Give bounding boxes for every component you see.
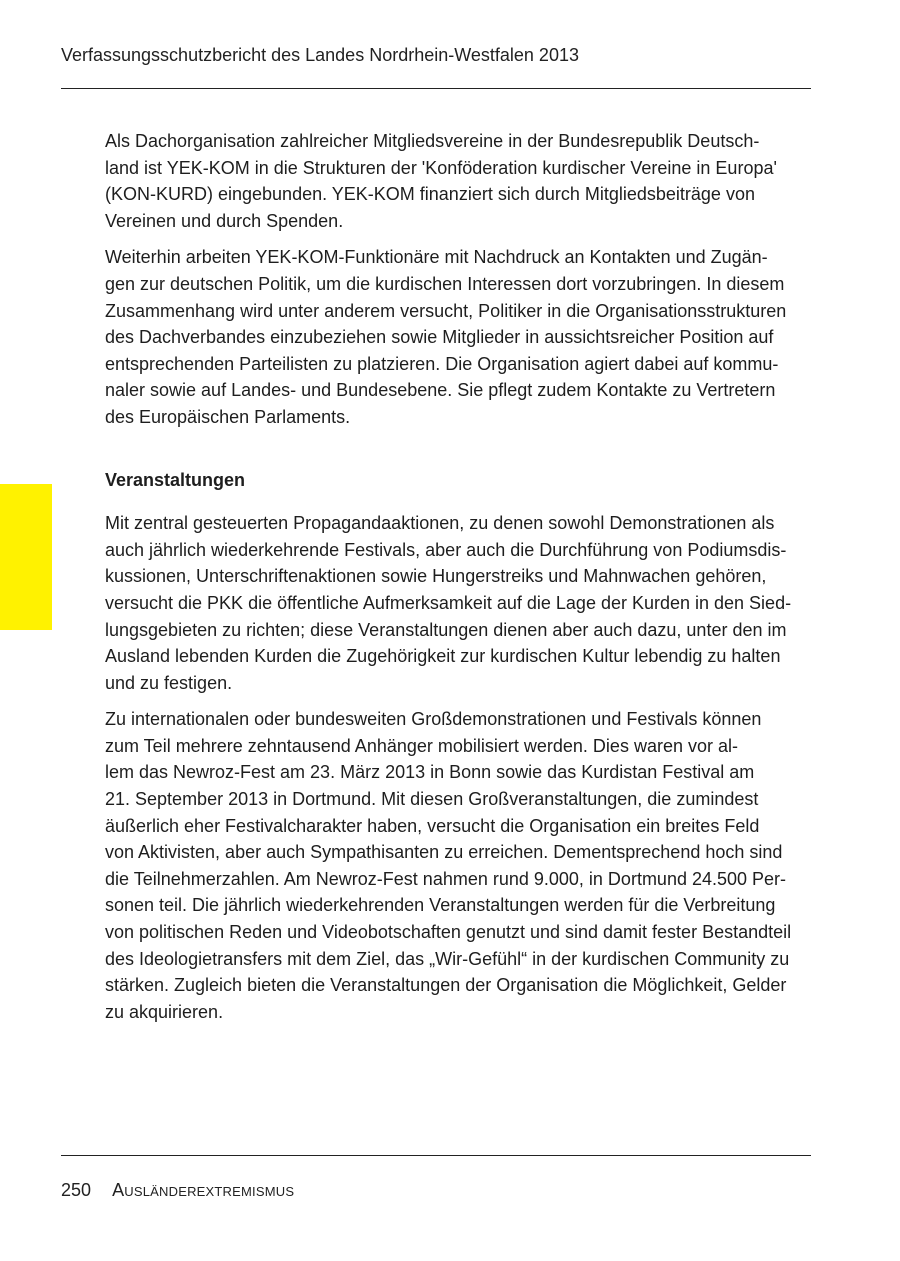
footer-section-name: Ausländerextremismus — [112, 1180, 295, 1200]
paragraph-line: versucht die PKK die öffentliche Aufmerksamkeit auf die Lage der Kurden in den Sied- — [105, 592, 792, 613]
paragraph-line: Mit zentral gesteuerten Propagandaaktionen, zu denen sowohl Demonstrationen als — [105, 513, 775, 534]
paragraph-line: Weiterhin arbeiten YEK-KOM-Funktionäre mit Nachdruck an Kontakten und Zugän- — [105, 247, 768, 268]
paragraph-line: gen zur deutschen Politik, um die kurdischen Interessen dort vorzubringen. In diesem — [105, 273, 785, 294]
paragraph-line: lungsgebieten zu richten; diese Veranstaltungen dienen aber auch dazu, unter den im — [105, 619, 787, 640]
paragraph-line: des Ideologietransfers mit dem Ziel, das „Wir-Gefühl“ in der kurdischen Community zu — [105, 948, 790, 969]
paragraph-line: (KON-KURD) eingebunden. YEK-KOM finanziert sich durch Mitgliedsbeiträge von — [105, 184, 755, 205]
paragraph-line: Als Dachorganisation zahlreicher Mitgliedsvereine in der Bundesrepublik Deutsch- — [105, 131, 760, 151]
paragraph-line: zum Teil mehrere zehntausend Anhänger mobilisiert werden. Dies waren vor al- — [105, 735, 738, 756]
paragraph-line: lem das Newroz-Fest am 23. März 2013 in Bonn sowie das Kurdistan Festival am — [105, 762, 755, 783]
paragraph-4 — [105, 706, 825, 1025]
page-body — [105, 128, 825, 1025]
paragraph-line: sonen teil. Die jährlich wiederkehrenden Veranstaltungen werden für die Verbreitung — [105, 895, 776, 916]
header-rule — [61, 88, 811, 89]
paragraph-line: entsprechenden Parteilisten zu platzieren. Die Organisation agiert dabei auf kommu- — [105, 353, 779, 374]
paragraph-1 — [105, 128, 825, 234]
paragraph-line: des Europäischen Parlaments. — [105, 406, 351, 427]
paragraph-line: stärken. Zugleich bieten die Veranstaltungen der Organisation die Möglichkeit, Gelder — [105, 975, 787, 996]
paragraph-line: land ist YEK-KOM in die Strukturen der 'Konföderation kurdischer Vereine in Europa' — [105, 157, 777, 178]
page-number: 250 — [61, 1180, 92, 1200]
page-footer — [61, 1180, 294, 1201]
paragraph-3 — [105, 510, 825, 696]
paragraph-line: von Aktivisten, aber auch Sympathisanten zu erreichen. Dementsprechend hoch sind — [105, 842, 783, 863]
paragraph-line: Vereinen und durch Spenden. — [105, 210, 344, 231]
paragraph-line: naler sowie auf Landes- und Bundesebene. Sie pflegt zudem Kontakte zu Vertretern — [105, 380, 776, 401]
paragraph-line: äußerlich eher Festivalcharakter haben, versucht die Organisation ein breites Feld — [105, 815, 760, 836]
running-header: Verfassungsschutzbericht des Landes Nordrhein-Westfalen 2013 — [61, 45, 579, 65]
paragraph-line: und zu festigen. — [105, 672, 233, 693]
paragraph-line: Zu internationalen oder bundesweiten Großdemonstrationen und Festivals können — [105, 709, 762, 730]
paragraph-line: zu akquirieren. — [105, 1001, 224, 1022]
paragraph-line: Zusammenhang wird unter anderem versucht, Politiker in die Organisationsstrukturen — [105, 300, 787, 321]
chapter-tab-marker — [0, 484, 52, 630]
paragraph-line: 21. September 2013 in Dortmund. Mit diesen Großveranstaltungen, die zumindest — [105, 789, 759, 810]
paragraph-line: kussionen, Unterschriftenaktionen sowie Hungerstreiks und Mahnwachen gehören, — [105, 566, 767, 587]
paragraph-line: auch jährlich wiederkehrende Festivals, aber auch die Durchführung von Podiumsdis- — [105, 539, 787, 560]
paragraph-line: Ausland lebenden Kurden die Zugehörigkeit zur kurdischen Kultur lebendig zu halten — [105, 646, 781, 667]
paragraph-2 — [105, 244, 825, 430]
paragraph-line: von politischen Reden und Videobotschaften genutzt und sind damit fester Bestandteil — [105, 922, 792, 943]
paragraph-line: die Teilnehmerzahlen. Am Newroz-Fest nahmen rund 9.000, in Dortmund 24.500 Per- — [105, 868, 787, 889]
section-heading: Veranstaltungen — [105, 469, 246, 490]
footer-rule — [61, 1155, 811, 1156]
paragraph-line: des Dachverbandes einzubeziehen sowie Mitglieder in aussichtsreicher Position auf — [105, 327, 774, 348]
